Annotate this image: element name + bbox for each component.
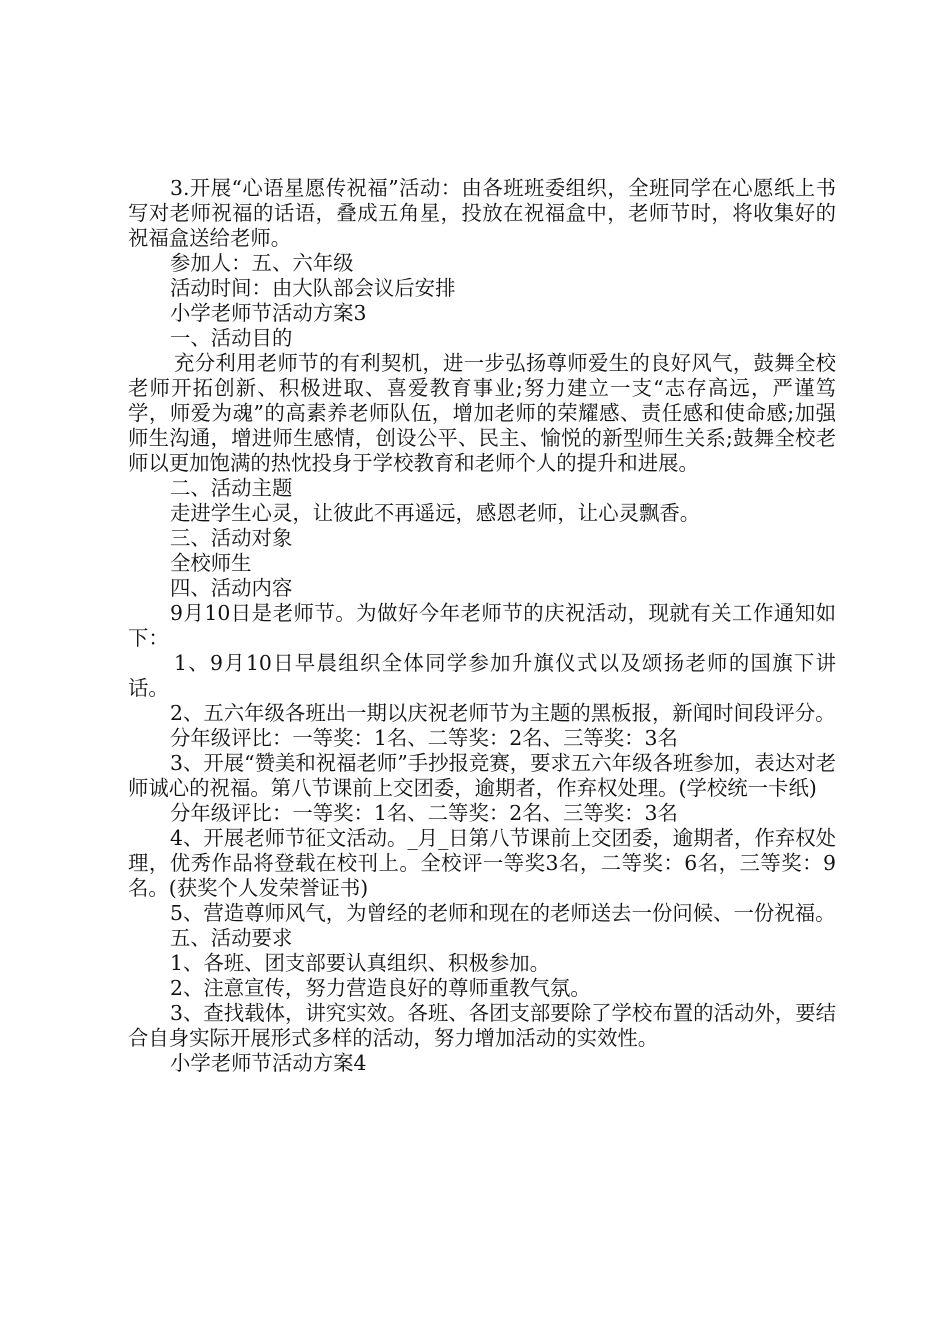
heading-activity-purpose: 一、活动目的 xyxy=(170,326,293,350)
heading-activity-requirements: 五、活动要求 xyxy=(170,926,293,950)
heading-activity-theme: 二、活动主题 xyxy=(170,476,293,500)
paragraph-theme-body: 走进学生心灵，让彼此不再遥远，感恩老师，让心灵飘香。 xyxy=(170,501,701,525)
paragraph-content-intro: 9月10日是老师节。为做好今年老师节的庆祝活动，现就有关工作通知如下： xyxy=(128,601,836,650)
paragraph-activity-time: 活动时间：由大队部会议后安排 xyxy=(170,276,456,300)
heading-activity-target: 三、活动对象 xyxy=(170,526,293,550)
section-title-plan-4: 小学老师节活动方案4 xyxy=(170,1051,367,1075)
paragraph-grade-ranking-2: 分年级评比：一等奖：1名、二等奖：2名、三等奖：3名 xyxy=(170,801,678,825)
list-item-content-2: 2、五六年级各班出一期以庆祝老师节为主题的黑板报，新闻时间段评分。 xyxy=(170,701,836,725)
list-item-content-3: 3、开展“赞美和祝福老师”手抄报竞赛，要求五六年级各班参加，表达对老师诚心的祝福。第八节课前上交团委，逾期者，作弃权处理。(学校统一卡纸) xyxy=(128,751,836,800)
paragraph-purpose-body: 充分利用老师节的有利契机，进一步弘扬尊师爱生的良好风气，鼓舞全校老师开拓创新、积极进取、喜爱教育事业;努力建立一支“志存高远，严谨笃学，师爱为魂”的高素养老师队伍，增加老师的荣耀感、责任感和使命感;加强师生沟通，增进师生感情，创设公平、民主、愉悦的新型师生关系;鼓舞全校老师以更加饱满的热忱投身于学校教育和老师个人的提升和进展。 xyxy=(128,351,836,475)
heading-activity-content: 四、活动内容 xyxy=(170,576,293,600)
list-item-requirement-2: 2、注意宣传，努力营造良好的尊师重教气氛。 xyxy=(170,976,591,1000)
list-item-content-1: 1、9月10日早晨组织全体同学参加升旗仪式以及颂扬老师的国旗下讲话。 xyxy=(128,651,836,700)
section-title-plan-3: 小学老师节活动方案3 xyxy=(170,301,367,325)
paragraph-participants: 参加人：五、六年级 xyxy=(170,251,354,275)
list-item-content-4: 4、开展老师节征文活动。_月_日第八节课前上交团委，逾期者，作弃权处理，优秀作品将登载在校刊上。全校评一等奖3名，二等奖：6名，三等奖：9名。(获奖个人发荣誉证书) xyxy=(128,826,836,900)
paragraph-activity-3: 3.开展“心语星愿传祝福”活动：由各班班委组织，全班同学在心愿纸上书写对老师祝福的话语，叠成五角星，投放在祝福盒中，老师节时，将收集好的祝福盒送给老师。 xyxy=(128,176,836,250)
document-body xyxy=(128,176,836,1076)
paragraph-grade-ranking-1: 分年级评比：一等奖：1名、二等奖：2名、三等奖：3名 xyxy=(170,726,678,750)
list-item-requirement-3: 3、查找载体，讲究实效。各班、各团支部要除了学校布置的活动外，要结合自身实际开展形式多样的活动，努力增加活动的实效性。 xyxy=(128,1001,836,1050)
paragraph-target-body: 全校师生 xyxy=(170,551,252,575)
list-item-content-5: 5、营造尊师风气，为曾经的老师和现在的老师送去一份问候、一份祝福。 xyxy=(170,901,836,925)
list-item-requirement-1: 1、各班、团支部要认真组织、积极参加。 xyxy=(170,951,551,975)
